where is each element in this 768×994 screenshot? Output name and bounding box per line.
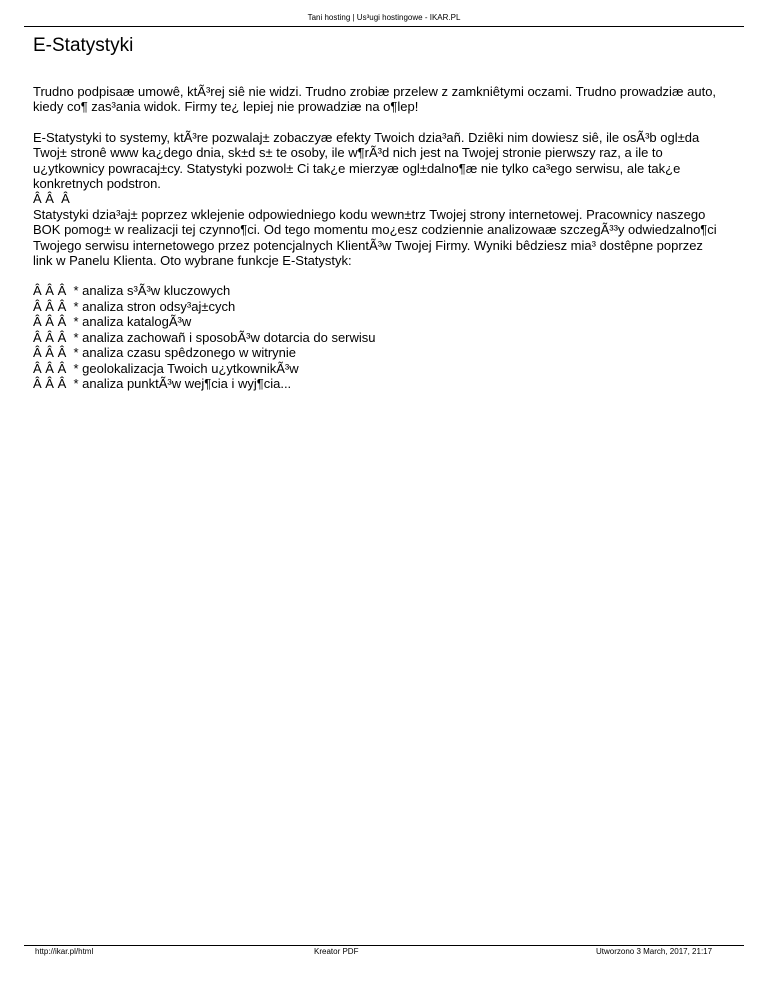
feature-list-item: Â Â Â * analiza katalogÃ³w (33, 314, 192, 330)
feature-list-item: Â Â Â * analiza punktÃ³w wej¶cia i wyj¶cia... (33, 375, 292, 391)
footer-creator: Kreator PDF (314, 947, 359, 956)
feature-list-item: Â Â Â * analiza s³Ã³w kluczowych (33, 283, 231, 299)
spacer-line: Â Â Â (33, 191, 70, 207)
footer-rule (24, 945, 744, 946)
intro-paragraph: Trudno podpisaæ umowê, ktÃ³rej siê nie widzi. Trudno zrobiæ przelew z zamkniêtymi oczami. Trudno prowadziæ auto, kiedy co¶ zas³ania widok. Firmy te¿ lepiej nie prowadziæ na o¶lep! (33, 84, 717, 115)
feature-list (33, 283, 723, 391)
feature-list-item: Â Â Â * geolokalizacja Twoich u¿ytkownikÃ³w (33, 360, 299, 376)
feature-list-item: Â Â Â * analiza czasu spêdzonego w witrynie (33, 345, 297, 361)
document-body (33, 84, 723, 391)
description-paragraph (33, 130, 723, 269)
document-header-title: Tani hosting | Us³ugi hostingowe - IKAR.PL (307, 13, 461, 22)
description-text: E-Statystyki to systemy, ktÃ³re pozwalaj± zobaczyæ efekty Twoich dzia³añ. Dziêki nim dowiesz siê, ile osÃ³b ogl±da Twoj± stronê www ka¿dego dnia, sk±d s± te osoby, ile w¶rÃ³d nich jest na Twojej stronie pierwszy raz, a ile to u¿ytkownicy powracaj±cy. Statystyki pozwol± Ci tak¿e mierzyæ ogl±dalno¶æ nie tylko ca³ego serwisu, ale tak¿e konkretnych podstron. (33, 129, 700, 192)
feature-list-item: Â Â Â * analiza stron odsy³aj±cych (33, 298, 236, 314)
page-title: E-Statystyki (33, 35, 134, 56)
header-rule (24, 26, 744, 27)
feature-list-item: Â Â Â * analiza zachowañ i sposobÃ³w dotarcia do serwisu (33, 329, 376, 345)
description-continuation: Statystyki dzia³aj± poprzez wklejenie odpowiedniego kodu wewn±trz Twojej strony internetowej. Pracownicy naszego BOK pomog± w realizacji tej czynno¶ci. Od tego momentu mo¿esz codziennie analizowaæ szczegÃ³³y odwiedzalno¶ci Twojego serwisu internetowego przez potencjalnych KlientÃ³w Twojej Firmy. Wyniki bêdziesz mia³ dostêpne poprzez link w Panelu Klienta. Oto wybrane funkcje E-Statystyk: (33, 206, 717, 269)
footer-url: http://ikar.pl/html (35, 947, 94, 956)
footer-created-date: Utworzono 3 March, 2017, 21:17 (596, 947, 713, 956)
